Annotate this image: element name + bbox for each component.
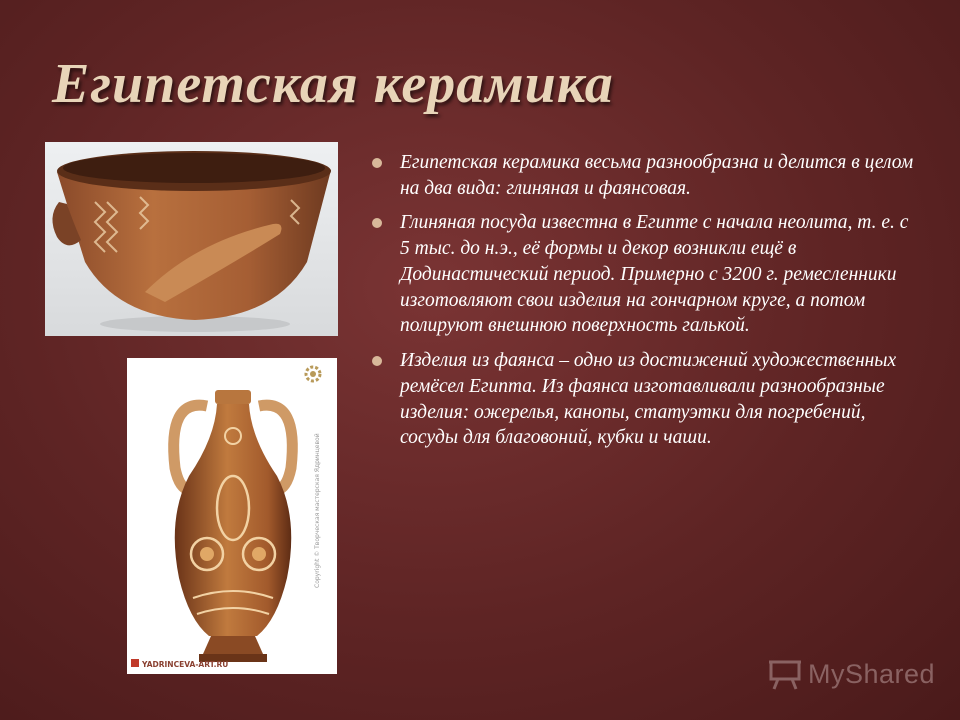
vase-copyright: Copyright © Творческая мастерская Ядринцевой bbox=[314, 433, 321, 588]
clay-bowl-illustration bbox=[45, 142, 338, 336]
bullet-text: Египетская керамика весьма разнообразна и делится в целом на два вида: глиняная и фаянсовая. bbox=[400, 152, 914, 199]
slide-title: Египетская керамика bbox=[52, 53, 614, 115]
faience-vase-photo bbox=[127, 358, 337, 674]
bullet-item bbox=[372, 348, 920, 451]
bullet-text: Изделия из фаянса – одно из достижений художественных ремёсел Египта. Из фаянса изготавливали разнообразные изделия: ожерелья, канопы, статуэтки для погребений, сосуды для благовоний, кубки и чаши. bbox=[400, 350, 897, 449]
bullet-list bbox=[372, 150, 920, 460]
watermark-text: MyShared bbox=[808, 658, 936, 689]
bullet-dot bbox=[372, 356, 382, 366]
faience-vase-illustration bbox=[127, 358, 337, 674]
clay-bowl-photo bbox=[45, 142, 338, 336]
bullet-item bbox=[372, 150, 920, 201]
bullet-item bbox=[372, 210, 920, 339]
presentation-board-icon bbox=[768, 658, 802, 690]
bullet-dot bbox=[372, 158, 382, 168]
vase-site-label: YADRINCEVA-ART.RU bbox=[142, 660, 229, 669]
bullet-dot bbox=[372, 218, 382, 228]
myshared-watermark bbox=[768, 656, 935, 692]
bullet-text: Глиняная посуда известна в Египте с начала неолита, т. е. с 5 тыс. до н.э., её формы и декор возникли ещё в Додинастический период. Примерно с 3200 г. ремесленники изготовляют свои изделия на гончарном круге, а потом полируют внешнюю поверхность галькой. bbox=[400, 212, 909, 337]
